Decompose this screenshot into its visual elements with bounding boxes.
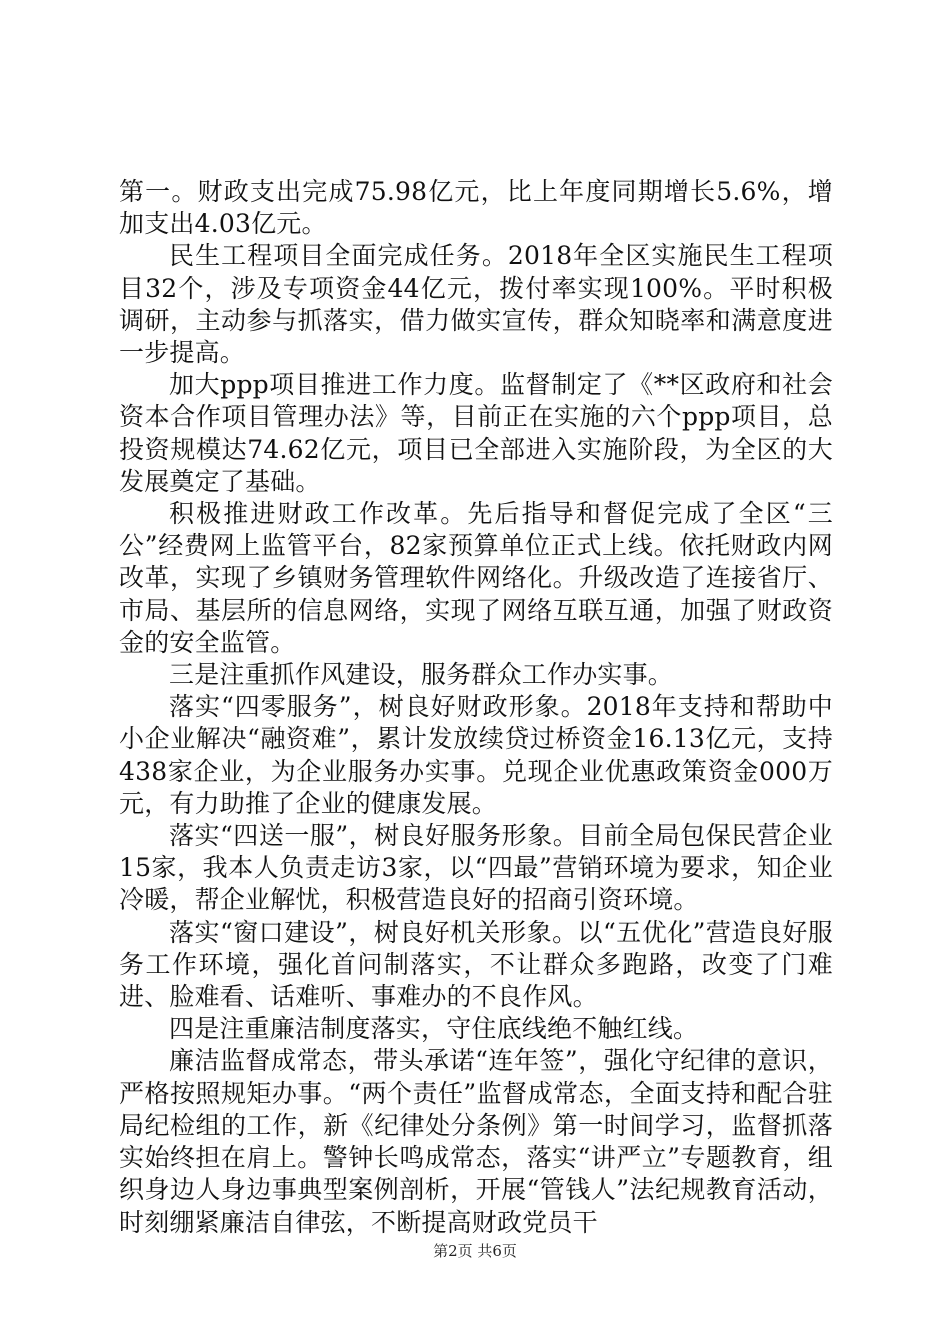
page-footer bbox=[0, 1240, 950, 1261]
paragraph-10: 廉洁监督成常态，带头承诺“连年签”，强化守纪律的意识，严格按照规矩办事。“两个责任”监督成常态，全面支持和配合驻局纪检组的工作，新《纪律处分条例》第一时间学习，监督抓落实始终担在肩上。警钟长鸣成常态，落实“讲严立”专题教育，组织身边人身边事典型案例剖析，开展“管钱人”法纪规教育活动，时刻绷紧廉洁自律弦，不断提高财政党员干 bbox=[119, 1046, 833, 1237]
paragraph-2: 民生工程项目全面完成任务。2018年全区实施民生工程项目32个，涉及专项资金44亿元，拨付率实现100%。平时积极调研，主动参与抓落实，借力做实宣传，群众知晓率和满意度进一步提高。 bbox=[119, 241, 833, 368]
paragraph-9: 四是注重廉洁制度落实，守住底线绝不触红线。 bbox=[169, 1014, 699, 1044]
paragraph-8: 落实“窗口建设”，树良好机关形象。以“五优化”营造良好服务工作环境，强化首问制落实，不让群众多跑路，改变了门难进、脸难看、话难听、事难办的不良作风。 bbox=[119, 917, 833, 1012]
document-body bbox=[119, 176, 833, 1239]
paragraph-1: 第一。财政支出完成75.98亿元，比上年度同期增长5.6%，增加支出4.03亿元。 bbox=[119, 177, 833, 239]
paragraph-5: 三是注重抓作风建设，服务群众工作办实事。 bbox=[169, 660, 674, 690]
paragraph-4: 积极推进财政工作改革。先后指导和督促完成了全区“三公”经费网上监管平台，82家预算单位正式上线。依托财政内网改革，实现了乡镇财务管理软件网络化。升级改造了连接省厅、市局、基层所的信息网络，实现了网络互联互通，加强了财政资金的安全监管。 bbox=[119, 499, 833, 657]
paragraph-6: 落实“四零服务”，树良好财政形象。2018年支持和帮助中小企业解决“融资难”，累计发放续贷过桥资金16.13亿元，支持438家企业，为企业服务办实事。兑现企业优惠政策资金000万元，有力助推了企业的健康发展。 bbox=[119, 692, 833, 818]
paragraph-7: 落实“四送一服”，树良好服务形象。目前全局包保民营企业15家，我本人负责走访3家，以“四最”营销环境为要求，知企业冷暖，帮企业解忧，积极营造良好的招商引资环境。 bbox=[119, 821, 833, 915]
paragraph-3: 加大ppp项目推进工作力度。监督制定了《**区政府和社会资本合作项目管理办法》等，目前正在实施的六个ppp项目，总投资规模达74.62亿元，项目已全部进入实施阶段，为全区的大发展奠定了基础。 bbox=[119, 370, 833, 496]
page-number-label: 第2页 共6页 bbox=[433, 1242, 517, 1260]
